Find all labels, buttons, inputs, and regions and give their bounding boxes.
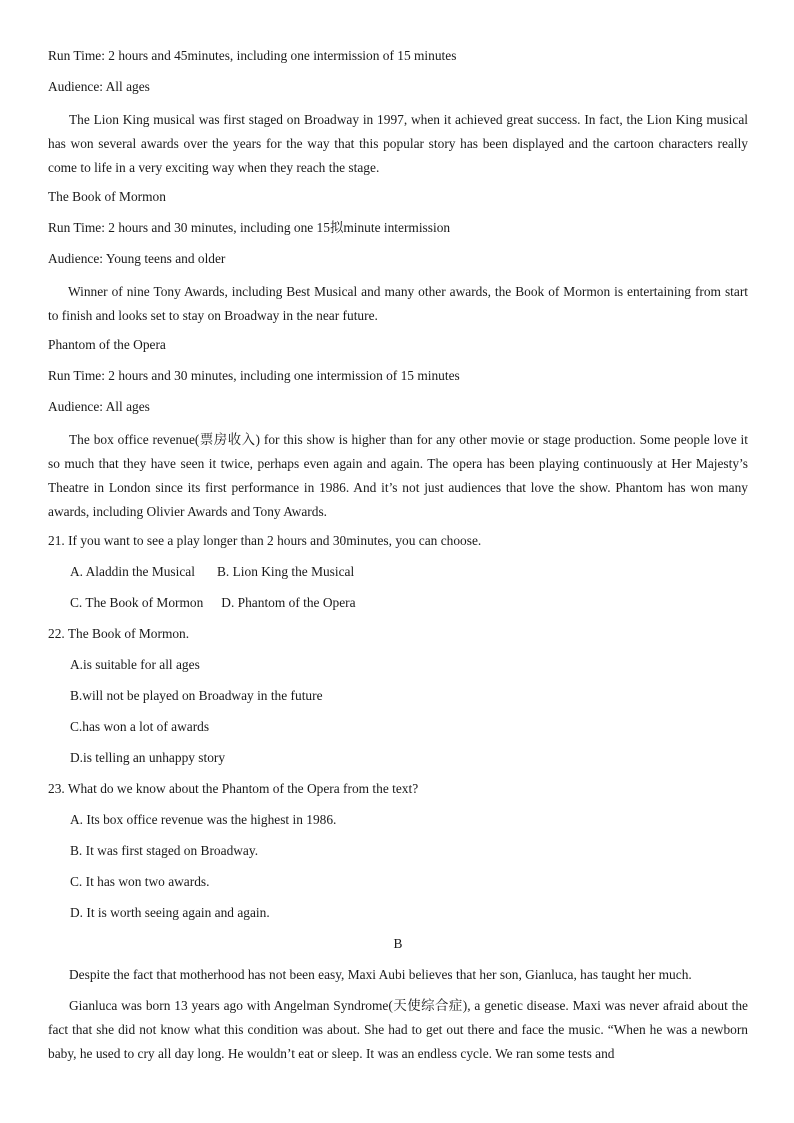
- question-23-option-d[interactable]: D. It is worth seeing again and again.: [70, 905, 270, 920]
- question-23-option-b[interactable]: B. It was first staged on Broadway.: [70, 843, 259, 858]
- book-of-mormon-title: The Book of Mormon: [48, 189, 166, 204]
- lion-king-run-time: Run Time: 2 hours and 45minutes, including one intermission of 15 minutes: [48, 48, 457, 63]
- document-page: [48, 46, 748, 1073]
- question-22-option-d[interactable]: D.is telling an unhappy story: [70, 750, 226, 765]
- question-23-option-a[interactable]: A. Its box office revenue was the highest in 1986.: [70, 812, 337, 827]
- question-21-stem: 21. If you want to see a play longer than 2 hours and 30minutes, you can choose.: [48, 533, 482, 548]
- phantom-audience: Audience: All ages: [48, 399, 150, 414]
- question-22-stem: 22. The Book of Mormon.: [48, 626, 190, 641]
- section-b-heading: B: [393, 936, 403, 951]
- phantom-run-time: Run Time: 2 hours and 30 minutes, including one intermission of 15 minutes: [48, 368, 460, 383]
- question-21-option-b[interactable]: B. Lion King the Musical: [216, 564, 355, 579]
- question-22-option-b[interactable]: B.will not be played on Broadway in the future: [70, 688, 323, 703]
- lion-king-description: The Lion King musical was first staged on Broadway in 1997, when it achieved great success. In fact, the Lion King musical has won several awards over the years for the way that this popular story has been displayed and the cartoon characters really come to life in a very exciting way when they reach the stage.: [48, 112, 748, 175]
- question-21-options-row-1: [70, 562, 748, 582]
- question-21-options-row-2: [70, 593, 748, 613]
- book-of-mormon-run-time: Run Time: 2 hours and 30 minutes, including one 15拟minute intermission: [48, 220, 451, 235]
- section-b-paragraph-2: Gianluca was born 13 years ago with Angelman Syndrome(天使综合症), a genetic disease. Maxi was never afraid about the fact that she did not know what this condition was about. She had to get out there and face the music. “When he was a newborn baby, he used to cry all day long. He wouldn’t eat or sleep. It was an endless cycle. We ran some tests and: [48, 998, 748, 1061]
- phantom-description: The box office revenue(票房收入) for this show is higher than for any other movie or stage production. Some people love it so much that they have seen it twice, perhaps even again and again. The opera has been playing continuously at Her Majesty’s Theatre in London since its first performance in 1986. And it’s not just audiences that love the show. Phantom has won many awards, including Olivier Awards and Tony Awards.: [48, 432, 748, 519]
- question-22-option-a[interactable]: A.is suitable for all ages: [70, 657, 200, 672]
- book-of-mormon-audience: Audience: Young teens and older: [48, 251, 226, 266]
- question-23-stem: 23. What do we know about the Phantom of the Opera from the text?: [48, 781, 419, 796]
- section-b-paragraph-1: Despite the fact that motherhood has not been easy, Maxi Aubi believes that her son, Gianluca, has taught her much.: [69, 967, 692, 982]
- phantom-title: Phantom of the Opera: [48, 337, 166, 352]
- question-21-option-a[interactable]: A. Aladdin the Musical: [70, 564, 195, 579]
- question-21-option-c[interactable]: C. The Book of Mormon: [70, 595, 204, 610]
- lion-king-audience: Audience: All ages: [48, 79, 150, 94]
- question-22-option-c[interactable]: C.has won a lot of awards: [70, 719, 210, 734]
- question-21-option-d[interactable]: D. Phantom of the Opera: [221, 595, 356, 610]
- question-23-option-c[interactable]: C. It has won two awards.: [70, 874, 210, 889]
- book-of-mormon-description: Winner of nine Tony Awards, including Best Musical and many other awards, the Book of Mormon is entertaining from start to finish and looks set to stay on Broadway in the near future.: [48, 284, 748, 323]
